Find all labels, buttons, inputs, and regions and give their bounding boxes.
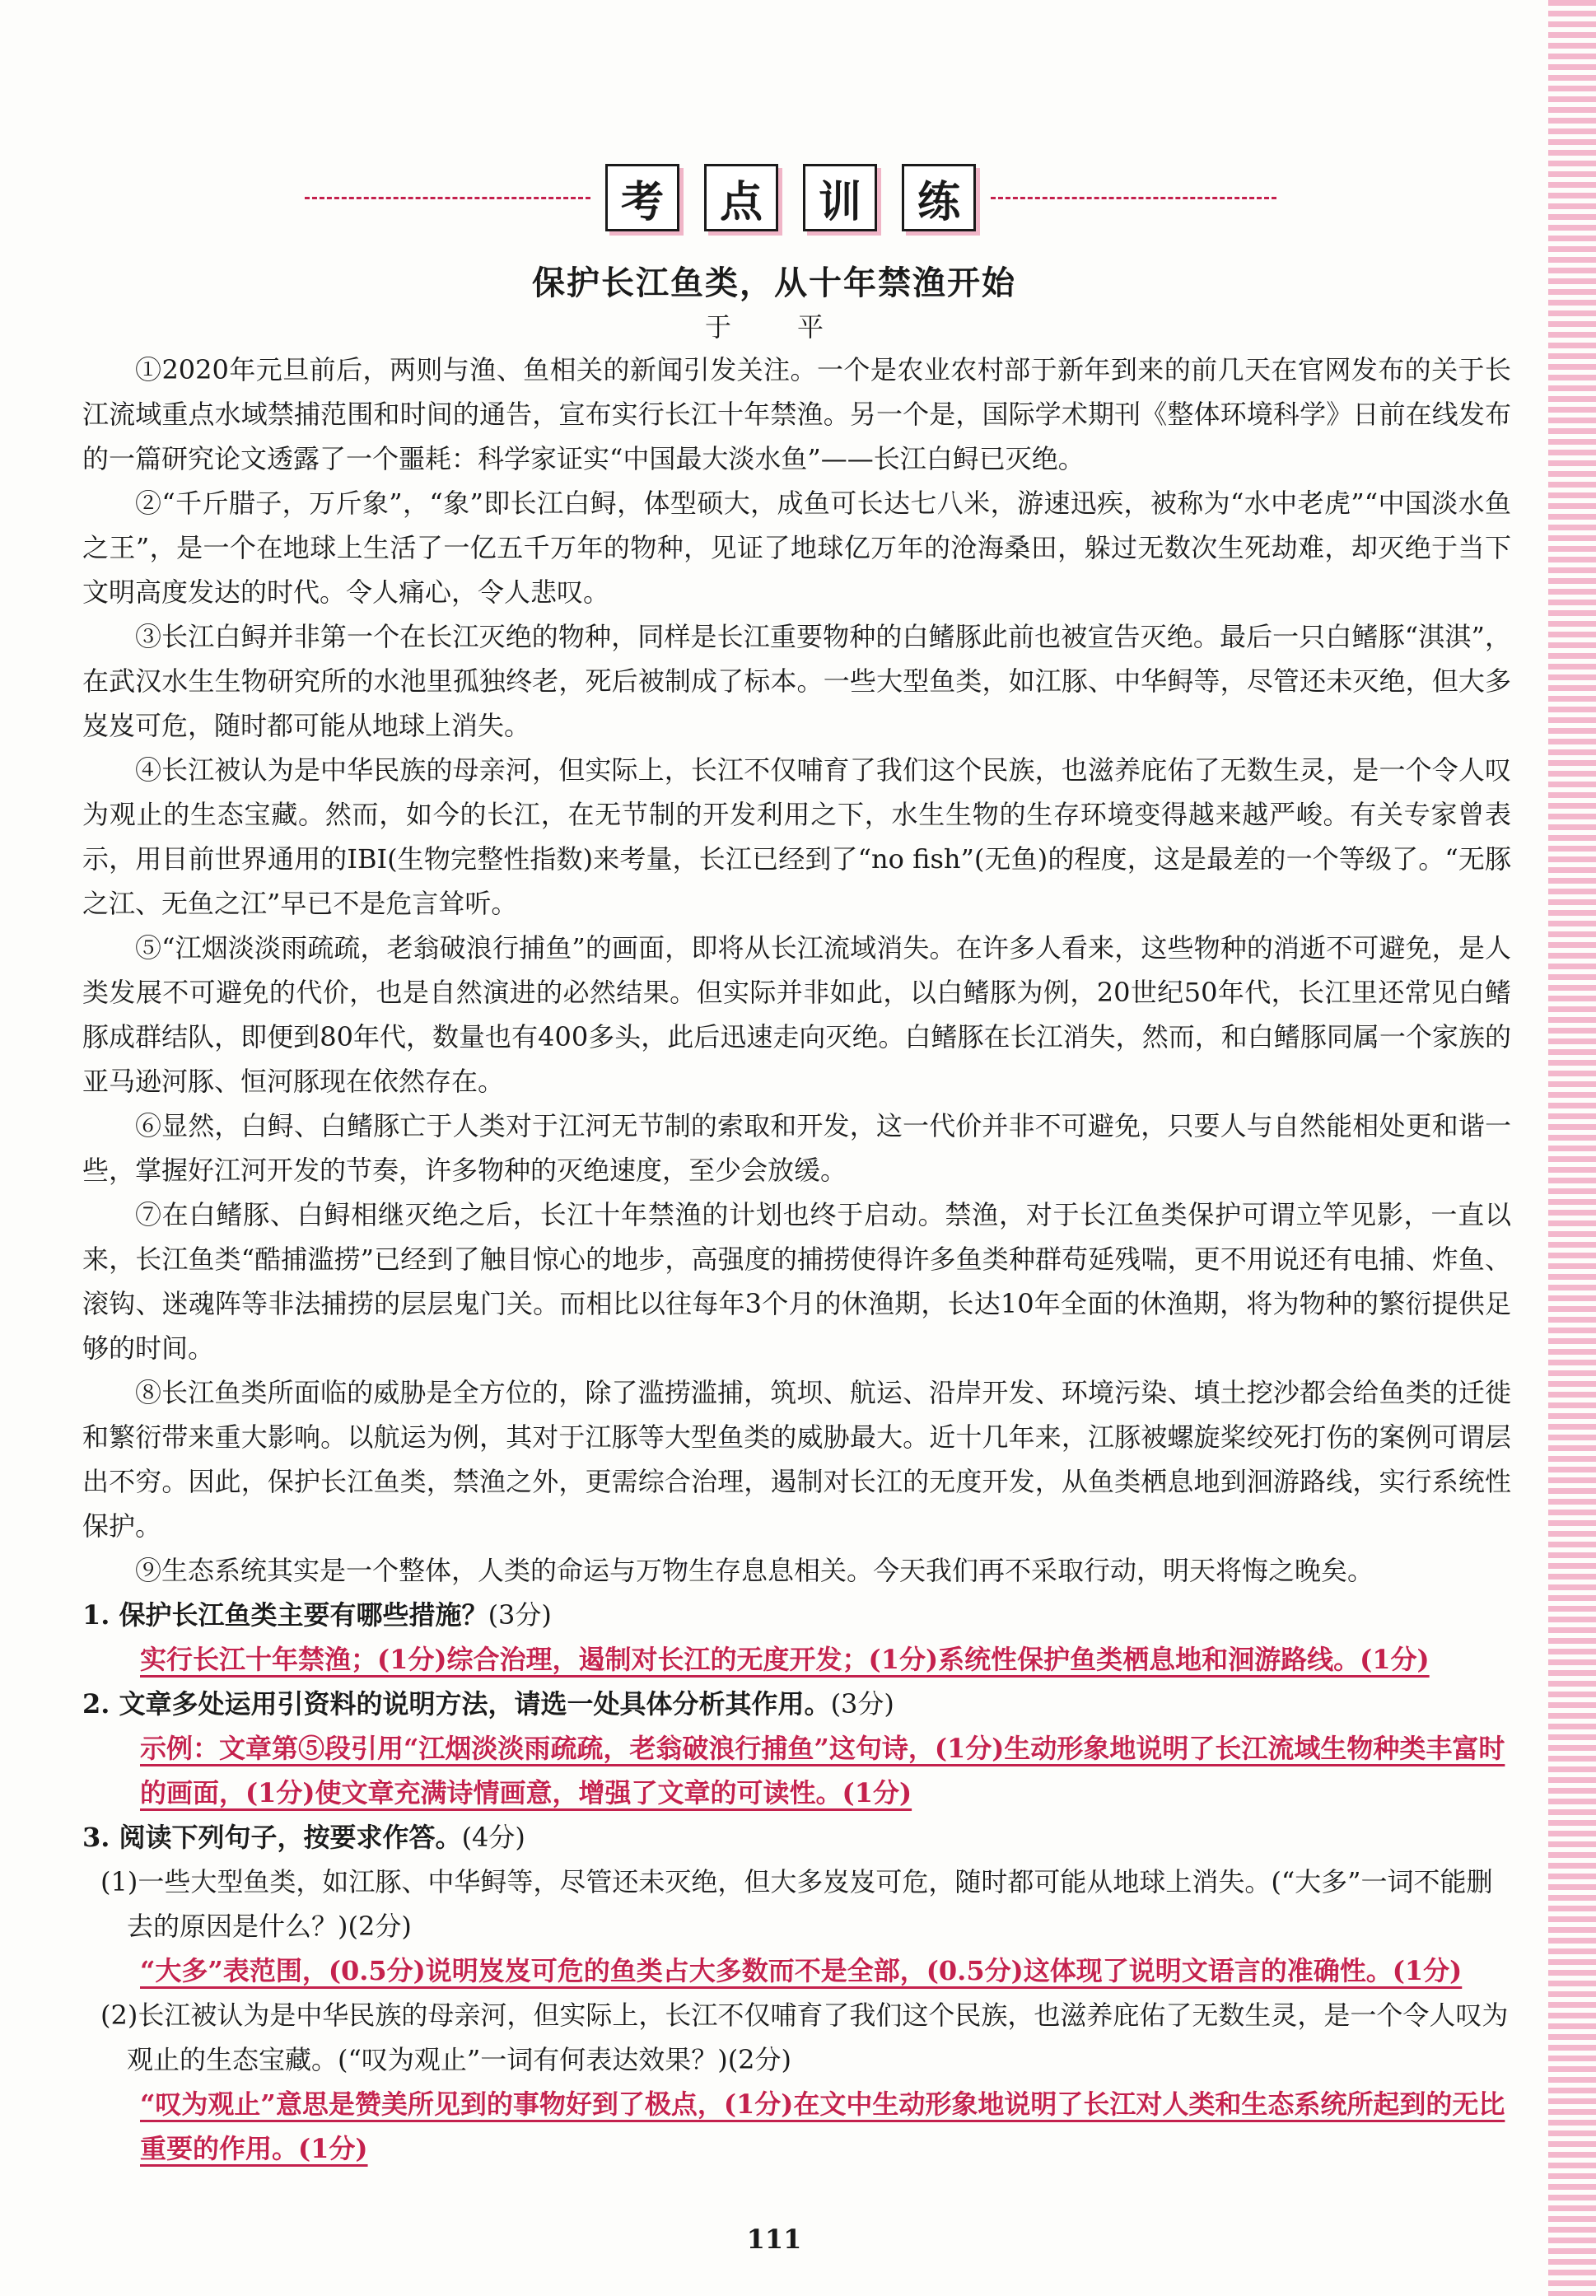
answer-3-1: “大多”表范围，(0.5分)说明岌岌可危的鱼类占大多数而不是全部，(0.5分)这体现了说明文语言的准确性。(1分): [140, 1955, 1463, 1986]
paragraph-4: ④长江被认为是中华民族的母亲河，但实际上，长江不仅哺育了我们这个民族，也滋养庇佑了无数生灵，是一个令人叹为观止的生态宝藏。然而，如今的长江，在无节制的开发利用之下，水生生物的生存环境变得越来越严峻。有关专家曾表示，用目前世界通用的IBI(生物完整性指数)来考量，长江已经到了“no fish”(无鱼)的程度，这是最差的一个等级了。“无豚之江、无鱼之江”早已不是危言耸听。: [82, 754, 1511, 919]
question-2-points: (3分): [830, 1688, 894, 1720]
answer-3-2: “叹为观止”意思是赞美所见到的事物好到了极点，(1分)在文中生动形象地说明了长江对人类和生态系统所起到的无比重要的作用。(1分): [140, 2088, 1505, 2164]
paragraph-7: ⑦在白鳍豚、白鲟相继灭绝之后，长江十年禁渔的计划也终于启动。禁渔，对于长江鱼类保护可谓立竿见影，一直以来，长江鱼类“酷捕滥捞”已经到了触目惊心的地步，高强度的捕捞使得许多鱼类种群苟延残喘，更不用说还有电捕、炸鱼、滚钩、迷魂阵等非法捕捞的层层鬼门关。而相比以往每年3个月的休渔期，长达10年全面的休渔期，将为物种的繁衍提供足够的时间。: [82, 1199, 1511, 1364]
decorative-side-stripe: [1548, 0, 1596, 2296]
article-title: 保护长江鱼类，从十年禁渔开始: [532, 264, 1016, 302]
question-3-text: 3. 阅读下列句子，按要求作答。: [82, 1822, 462, 1853]
question-2-text: 2. 文章多处运用引资料的说明方法，请选一处具体分析其作用。: [82, 1688, 831, 1720]
question-1-points: (3分): [488, 1599, 552, 1631]
section-banner: [305, 165, 1276, 231]
paragraph-2: ②“千斤腊子，万斤象”，“象”即长江白鲟，体型硕大，成鱼可长达七八米，游速迅疾，被称为“水中老虎”“中国淡水鱼之王”，是一个在地球上生活了一亿五千万年的物种，见证了地球亿万年的沧海桑田，躲过无数次生死劫难，却灭绝于当下文明高度发达的时代。令人痛心，令人悲叹。: [82, 488, 1511, 608]
question-3-points: (4分): [461, 1822, 525, 1853]
banner-right-divider: [991, 197, 1276, 199]
answer-2: 示例：文章第⑤段引用“江烟淡淡雨疏疏，老翁破浪行捕鱼”这句诗，(1分)生动形象地说明了长江流域生物种类丰富时的画面，(1分)使文章充满诗情画意，增强了文章的可读性。(1分): [140, 1733, 1505, 1808]
article-author: 于 平: [704, 311, 843, 343]
banner-left-divider: [305, 197, 590, 199]
paragraph-8: ⑧长江鱼类所面临的威胁是全方位的，除了滥捞滥捕，筑坝、航运、沿岸开发、环境污染、填土挖沙都会给鱼类的迁徙和繁衍带来重大影响。以航运为例，其对于江豚等大型鱼类的威胁最大。近十几年来，江豚被螺旋桨绞死打伤的案例可谓层出不穷。因此，保护长江鱼类，禁渔之外，更需综合治理，遏制对长江的无度开发，从鱼类栖息地到洄游路线，实行系统性保护。: [82, 1377, 1511, 1542]
article-body: [82, 348, 1511, 2171]
answer-1: 实行长江十年禁渔；(1分)综合治理，遏制对长江的无度开发；(1分)系统性保护鱼类栖息地和洄游路线。(1分): [140, 1644, 1430, 1675]
question-3-sub-1: (1)一些大型鱼类，如江豚、中华鲟等，尽管还未灭绝，但大多岌岌可危，随时都可能从地球上消失。(“大多”一词不能删去的原因是什么？)(2分): [100, 1866, 1493, 1942]
paragraph-1: ①2020年元旦前后，两则与渔、鱼相关的新闻引发关注。一个是农业农村部于新年到来的前几天在官网发布的关于长江流域重点水域禁捕范围和时间的通告，宣布实行长江十年禁渔。另一个是，国际学术期刊《整体环境科学》日前在线发布的一篇研究论文透露了一个噩耗：科学家证实“中国最大淡水鱼”——长江白鲟已灭绝。: [82, 354, 1511, 474]
paragraph-6: ⑥显然，白鲟、白鳍豚亡于人类对于江河无节制的索取和开发，这一代价并非不可避免，只要人与自然能相处更和谐一些，掌握好江河开发的节奏，许多物种的灭绝速度，至少会放缓。: [82, 1110, 1511, 1186]
paragraph-3: ③长江白鲟并非第一个在长江灭绝的物种，同样是长江重要物种的白鳍豚此前也被宣告灭绝。最后一只白鳍豚“淇淇”，在武汉水生生物研究所的水池里孤独终老，死后被制成了标本。一些大型鱼类，如江豚、中华鲟等，尽管还未灭绝，但大多岌岌可危，随时都可能从地球上消失。: [82, 621, 1511, 741]
banner-char-4: 练: [902, 164, 976, 231]
paragraph-9: ⑨生态系统其实是一个整体，人类的命运与万物生存息息相关。今天我们再不采取行动，明天将悔之晚矣。: [135, 1555, 1374, 1586]
paragraph-5: ⑤“江烟淡淡雨疏疏，老翁破浪行捕鱼”的画面，即将从长江流域消失。在许多人看来，这些物种的消逝不可避免，是人类发展不可避免的代价，也是自然演进的必然结果。但实际并非如此，以白鳍豚为例，20世纪50年代，长江里还常见白鳍豚成群结队，即便到80年代，数量也有400多头，此后迅速走向灭绝。白鳍豚在长江消失，然而，和白鳍豚同属一个家族的亚马逊河豚、恒河豚现在依然存在。: [82, 932, 1511, 1097]
question-1: [82, 1593, 1511, 1637]
question-3-sub-2: (2)长江被认为是中华民族的母亲河，但实际上，长江不仅哺育了我们这个民族，也滋养庇佑了无数生灵，是一个令人叹为观止的生态宝藏。(“叹为观止”一词有何表达效果？)(2分): [100, 2000, 1509, 2075]
question-1-text: 1. 保护长江鱼类主要有哪些措施？: [82, 1599, 488, 1631]
banner-char-1: 考: [605, 164, 679, 231]
question-3: [82, 1815, 1511, 1860]
question-2: [82, 1682, 1511, 1726]
banner-char-3: 训: [803, 164, 877, 231]
banner-char-2: 点: [704, 164, 778, 231]
page-number: 111: [746, 2224, 802, 2255]
